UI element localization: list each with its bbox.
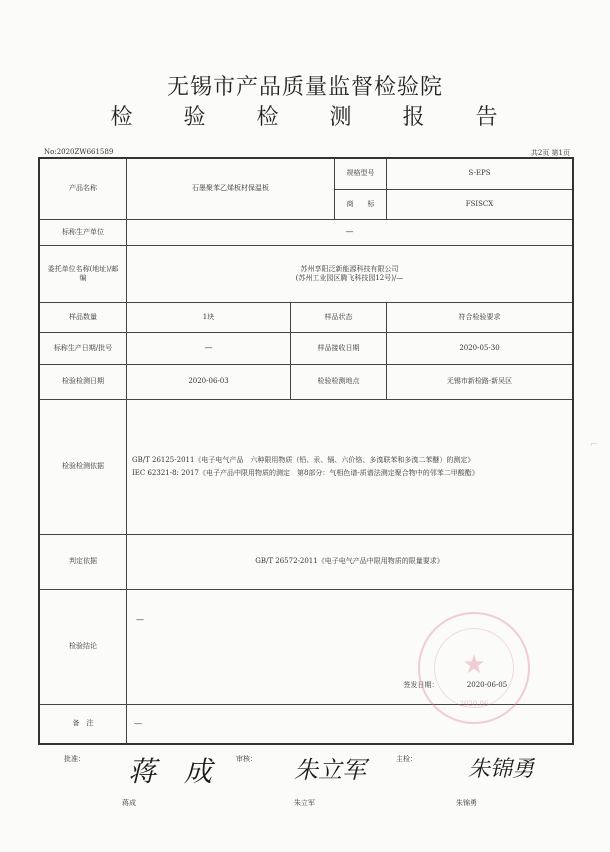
client-name: 苏州享阳泛新能源科技有限公司 <box>300 264 399 273</box>
conclusion-label: 检验结论 <box>69 642 97 651</box>
tester-signature: 朱锦勇 <box>468 757 535 782</box>
approver-signature: 蒋 成 <box>128 755 213 788</box>
issue-date-value: 2020-06-05 <box>466 681 508 690</box>
remarks-value: — <box>134 718 142 728</box>
manufacturer-value: — <box>345 227 354 237</box>
reviewer-signature: 朱立军 <box>294 756 366 784</box>
page-info: 共2页 第1页 <box>530 149 570 157</box>
model-label: 规格型号 <box>346 169 375 178</box>
seal-date: 2020.06 <box>459 700 489 708</box>
production-date-label: 标称生产日期/批号 <box>53 343 113 352</box>
receive-date-value: 2020-05-30 <box>459 343 500 352</box>
signature-area <box>38 748 574 828</box>
sample-state-label: 样品状态 <box>324 312 353 321</box>
receive-date-label: 样品接收日期 <box>317 343 360 352</box>
manufacturer-label: 标称生产单位 <box>62 227 104 236</box>
test-location-label: 检验检测地点 <box>317 377 360 386</box>
approver-label: 批准： <box>64 755 85 763</box>
product-name-label: 产品名称 <box>69 184 97 193</box>
approver-name: 蒋成 <box>122 799 136 807</box>
client-address: (苏州工业园区腾飞科技园12号)/— <box>295 274 404 282</box>
basis-block <box>132 400 566 534</box>
brand-value: FSISCX <box>465 199 494 208</box>
report-number: No:2020ZW661589 <box>44 148 114 156</box>
edge-seal-mark: ⌐ <box>590 440 598 450</box>
client-block <box>127 246 572 302</box>
seal-star-icon: ★ <box>462 650 486 680</box>
test-location-value: 无锡市新检路·新吴区 <box>446 377 513 386</box>
production-date-value: — <box>204 343 213 353</box>
report-title: 检 验 检 测 报 告 <box>110 105 520 130</box>
test-date-label: 检验检测日期 <box>62 377 104 386</box>
judgement-value: GB/T 26572-2011《电子电气产品中限用物质的限量要求》 <box>255 557 444 566</box>
reviewer-label: 审核： <box>236 755 257 763</box>
model-value: S-EPS <box>468 169 491 178</box>
basis-label: 检验检测依据 <box>62 462 104 471</box>
sample-qty-label: 样品数量 <box>69 312 97 321</box>
official-seal <box>418 612 530 724</box>
tester-name: 朱锦勇 <box>456 799 477 807</box>
sample-state-value: 符合检验要求 <box>458 312 501 321</box>
client-label: 委托单位名称(地址)/邮编 <box>47 264 119 282</box>
conclusion-value: — <box>136 614 144 624</box>
sample-qty-value: 1块 <box>202 312 215 321</box>
basis-line-1: GB/T 26125-2011《电子电气产品 六种限用物质（铅、汞、镉、六价铬、多溴联苯和多溴二苯醚）的测定》 <box>132 455 475 464</box>
reviewer-name: 朱立军 <box>294 799 315 807</box>
judgement-label: 判定依据 <box>69 557 97 566</box>
brand-label: 商 标 <box>346 199 375 208</box>
product-name-value: 石墨聚苯乙烯板材保温板 <box>192 184 269 193</box>
remarks-label: 备 注 <box>72 719 94 728</box>
basis-line-2: IEC 62321-8: 2017《电子产品中限用物质的测定 第8部分：气相色谱-质谱法测定聚合物中的邻苯二甲酸酯》 <box>132 469 479 477</box>
tester-label: 主检： <box>396 755 417 763</box>
test-date-value: 2020-06-03 <box>188 377 229 386</box>
issue-date-label: 签发日期： <box>403 681 439 690</box>
institute-title: 无锡市产品质量监督检验院 <box>166 75 443 100</box>
